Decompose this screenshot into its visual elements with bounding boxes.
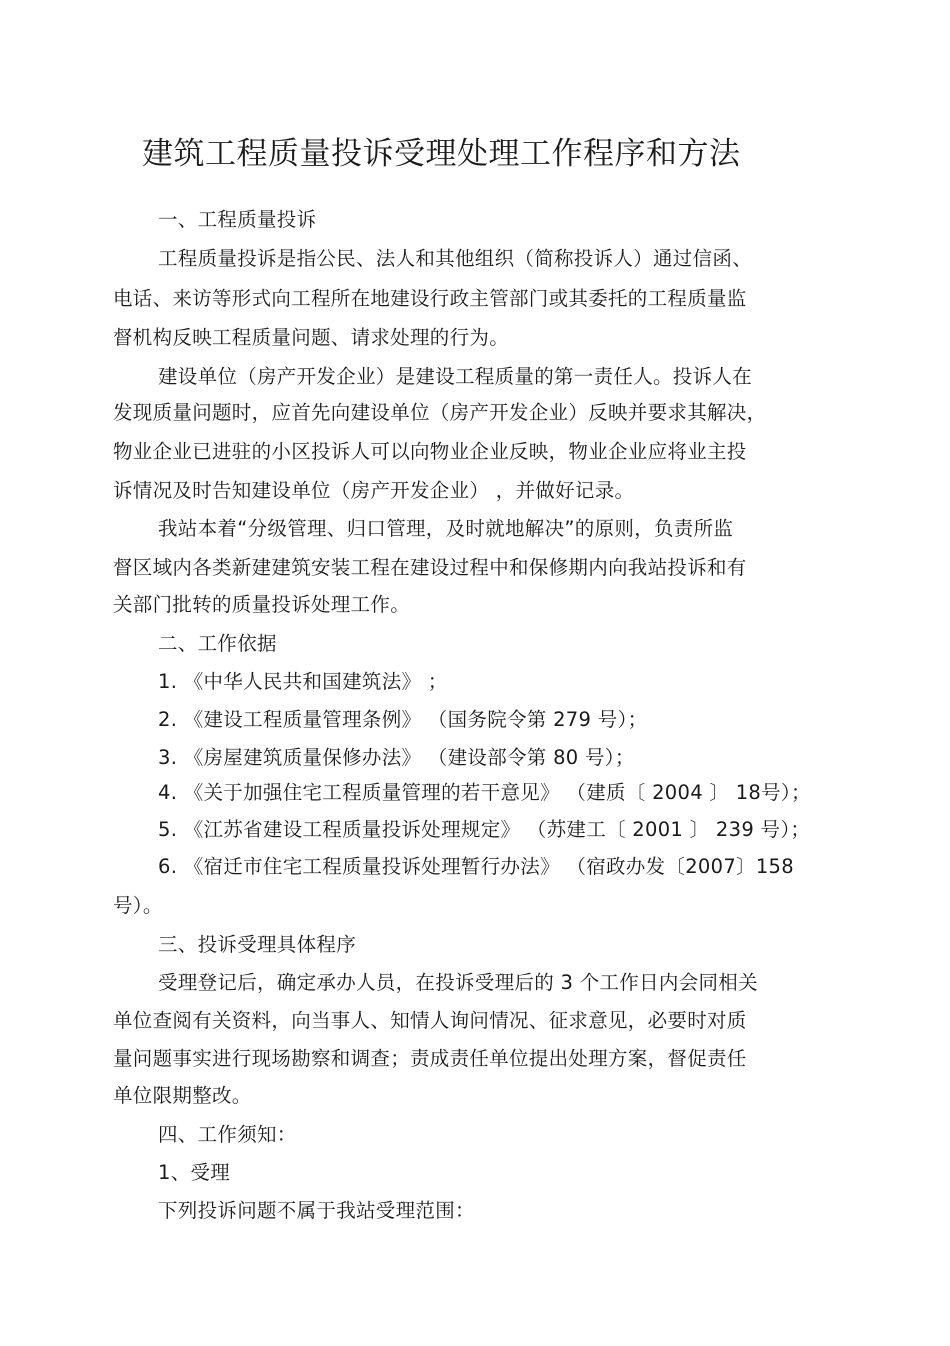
section-heading-3: 三、投诉受理具体程序: [158, 933, 357, 956]
basis-item-5: 5. 《江苏省建设工程质量投诉处理规定》 （苏建工〔 2001 〕 239 号）；: [158, 818, 811, 841]
paragraph-line: 单位限期整改。: [113, 1084, 252, 1107]
document-title: 建筑工程质量投诉受理处理工作程序和方法: [142, 136, 741, 172]
basis-item-6: 6. 《宿迁市住宅工程质量投诉处理暂行办法》 （宿政办发〔2007〕158: [158, 855, 794, 878]
paragraph-line: 我站本着“分级管理、归口管理，及时就地解决”的原则，负责所监: [158, 517, 734, 540]
paragraph-line: 号）。: [113, 894, 163, 917]
paragraph-line: 电话、来访等形式向工程所在地建设行政主管部门或其委托的工程质量监: [113, 287, 747, 310]
paragraph-line: 工程质量投诉是指公民、法人和其他组织（简称投诉人）通过信函、: [158, 247, 753, 270]
section-heading-2: 二、工作依据: [158, 632, 277, 655]
paragraph-line: 发现质量问题时，应首先向建设单位（房产开发企业）反映并要求其解决，: [113, 401, 767, 424]
paragraph-line: 建设单位（房产开发企业）是建设工程质量的第一责任人。投诉人在: [158, 365, 753, 388]
paragraph-line: 受理登记后，确定承办人员，在投诉受理后的 3 个工作日内会同相关: [158, 971, 758, 994]
section-heading-1: 一、工程质量投诉: [158, 208, 317, 231]
paragraph-line: 督机构反映工程质量问题、请求处理的行为。: [113, 326, 510, 349]
basis-item-1: 1. 《中华人民共和国建筑法》 ；: [158, 670, 448, 693]
paragraph-line: 物业企业已进驻的小区投诉人可以向物业企业反映，物业企业应将业主投: [113, 440, 747, 463]
basis-item-3: 3. 《房屋建筑质量保修办法》 （建设部令第 80 号）；: [158, 746, 635, 769]
basis-item-2: 2. 《建设工程质量管理条例》 （国务院令第 279 号）；: [158, 708, 648, 731]
paragraph-line: 督区域内各类新建建筑安装工程在建设过程中和保修期内向我站投诉和有: [113, 556, 747, 579]
paragraph-line: 下列投诉问题不属于我站受理范围：: [158, 1199, 475, 1222]
paragraph-line: 诉情况及时告知建设单位（房产开发企业） ，并做好记录。: [113, 479, 635, 502]
paragraph-line: 量问题事实进行现场勘察和调查；责成责任单位提出处理方案，督促责任: [113, 1047, 747, 1070]
subsection-heading: 1、受理: [158, 1161, 231, 1184]
paragraph-line: 单位查阅有关资料，向当事人、知情人询问情况、征求意见，必要时对质: [113, 1009, 747, 1032]
basis-item-4: 4. 《关于加强住宅工程质量管理的若干意见》 （建质〔 2004 〕 18号）；: [158, 781, 811, 804]
paragraph-line: 关部门批转的质量投诉处理工作。: [113, 593, 411, 616]
section-heading-4: 四、工作须知：: [158, 1123, 297, 1146]
